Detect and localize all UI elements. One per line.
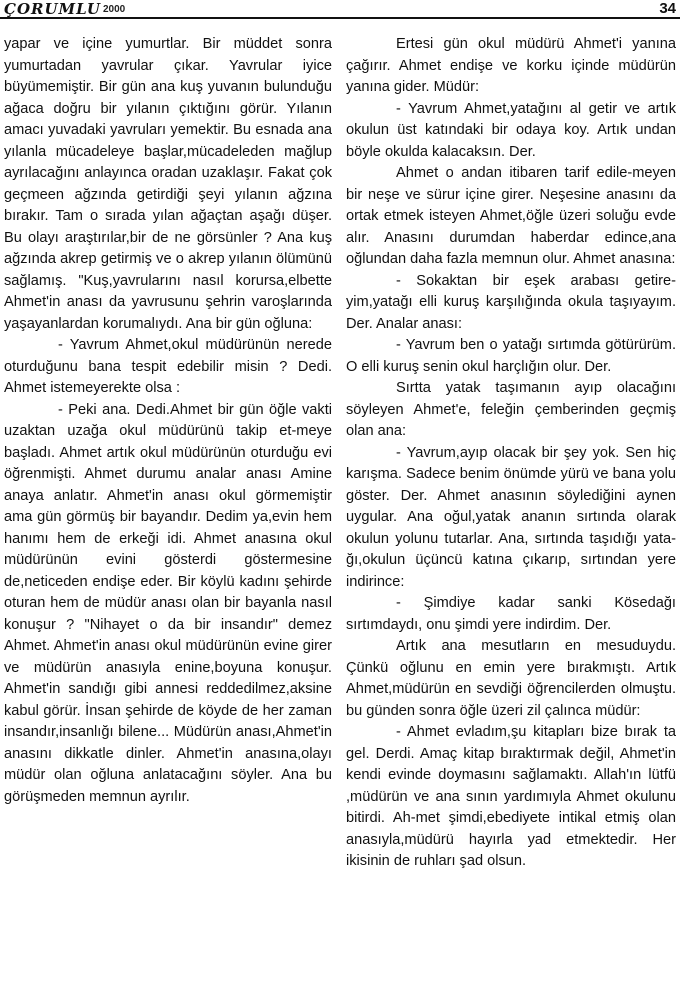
paragraph: - Peki ana. Dedi.Ahmet bir gün öğle vakti uzaktan uzağa okul müdürünü takip et-meye başladı. Ahmet artık okul müdürünün oturduğu evi öğrenmişti. Ahmet durumu analar anası Amine anaya anlatır. Ahmet'in anası okul görmemiştir ama gün görmüş bir bayandır. Dedim ya,evin hem hanımı hem de erkeği idi. Ahmet anasına okul müdürünün evini gösterdi göstermesine de,neticeden endişe eder. Bir köylü kadını şehirde oturan hem de müdür anası olan bir bayanla nasıl konuşur ? "Nihayet o da bir insandır" demez Ahmet. Ahmet'in anası okul müdürünün evine girer ve müdürün anasıyla enine,boyuna konuşur. Ahmet'in sandığı gibi annesi reddedilmez,aksine kabul görür. İnsan şehirde de köyde de her zaman insandır,insanlığı bilene... Müdürün anası,Ahmet'in anasını dikkatle dinler. Ahmet'in anasına,olayı müdür olan oğluna anlatacağını söyler. Ana bu görüşmeden memnun ayrılır. [4,401,332,805]
paragraph: - Yavrum,ayıp olacak bir şey yok. Sen hiç karışma. Sadece benim önümde yürü ve bana yolu göster. Der. Ahmet anasının söylediğini aynen uygular. Ana oğul,yatak ananın sırtında olarak okulun yolunu tutarlar. Ana, sırtında taşıdığı yata-ğı,okulun üçüncü katına çıkarıp, sırtından yere indirince: [346,444,676,590]
left-column [4,34,332,808]
paragraph: Ahmet o andan itibaren tarif edile-meyen bir neşe ve sürur içine girer. Neşesine anasını da ortak etmek isteyen Ahmet,öğle üzeri soluğu evde alır. Anasını durumdan haberdar edince,ana oğlundan daha fazla memnun olur. Ahmet anasına: [346,165,676,267]
page-number: 34 [659,0,676,17]
paragraph: - Sokaktan bir eşek arabası getire-yim,yatağı elli kuruş karşılığında okula taşıyayım. Der. Analar anası: [346,272,676,332]
paragraph: yapar ve içine yumurtlar. Bir müddet sonra yumurtadan yavrular çıkar. Yavrular iyice büyümemiştir. Bir gün ana kuş yuvanın bulunduğu ağaca doğru bir yılanın çıktığını görür. Yılanın amacı yuvadaki yavruları yemektir. Bu esnada ana yılanla mücadeleye başlar,mücadeleden mağlup ayrılacağını anlayınca oradan uzaklaşır. Fakat çok geçmeen ağzında getirdiği şeyi yılanın ağzına bırakır. Tam o sırada yılan ağaçtan aşağı düşer. Bu olayı araştırılar,bir de ne görsünler ? Ana kuş ağzında akrep getirmiş ve o akrep yılanın ölümünü sağlamış. "Kuş,yavrularını nasıl korursa,elbette Ahmet'in anası da yavrusunu şehrin varoşlarında yaşayanlardan korumalıydı. Ana bir gün oğluna: [4,36,332,332]
header-rule [0,17,680,19]
issue-year: 2000 [103,4,126,15]
right-column [346,34,676,873]
paragraph: Sırtta yatak taşımanın ayıp olacağını söyleyen Ahmet'e, feleğin çemberinden geçmiş olan ana: [346,380,676,439]
masthead-logo: ÇORUMLU [4,0,101,18]
paragraph: - Yavrum ben o yatağı sırtımda götürürüm. O elli kuruş senin okul harçlığın olur. Der. [346,337,676,375]
paragraph: Artık ana mesutların en mesuduydu. Çünkü oğlunu en emin yere bırakmıştı. Artık Ahmet,müdürün en sevdiği öğrencilerden olmuştu. bu günden sonra öğle üzeri zil çalınca müdür: [346,638,676,719]
paragraph: - Yavrum Ahmet,yatağını al getir ve artık okulun üst katındaki bir odaya koy. Artık undan böyle okulda kalacaksın. Der. [346,100,676,160]
paragraph: - Ahmet evladım,şu kitapları bize bırak ta gel. Derdi. Amaç kitap bıraktırmak değil, Ahmet'in kendi evinde doymasını sağlamaktı. Allah'ın lütfü ,müdürün ve ana sının yardımıyla Ahmet okulunu bitirdi. Ah-met şimdi,ebediyete intikal etmiş olan anasıyla,müdürü hayırla yad etmektedir. Her ikisinin de ruhları şad olsun. [346,724,676,869]
paragraph: - Şimdiye kadar sanki Kösedağı sırtımdaydı, onu şimdi yere indirdim. Der. [346,595,676,633]
paragraph: Ertesi gün okul müdürü Ahmet'i yanına çağırır. Ahmet endişe ve korku içinde müdürün yanına gider. Müdür: [346,36,676,95]
paragraph: - Yavrum Ahmet,okul müdürünün nerede oturduğunu bana tespit edebilir misin ? Dedi. Ahmet istemeyerekte olsa : [4,337,332,396]
page-header [0,0,680,22]
